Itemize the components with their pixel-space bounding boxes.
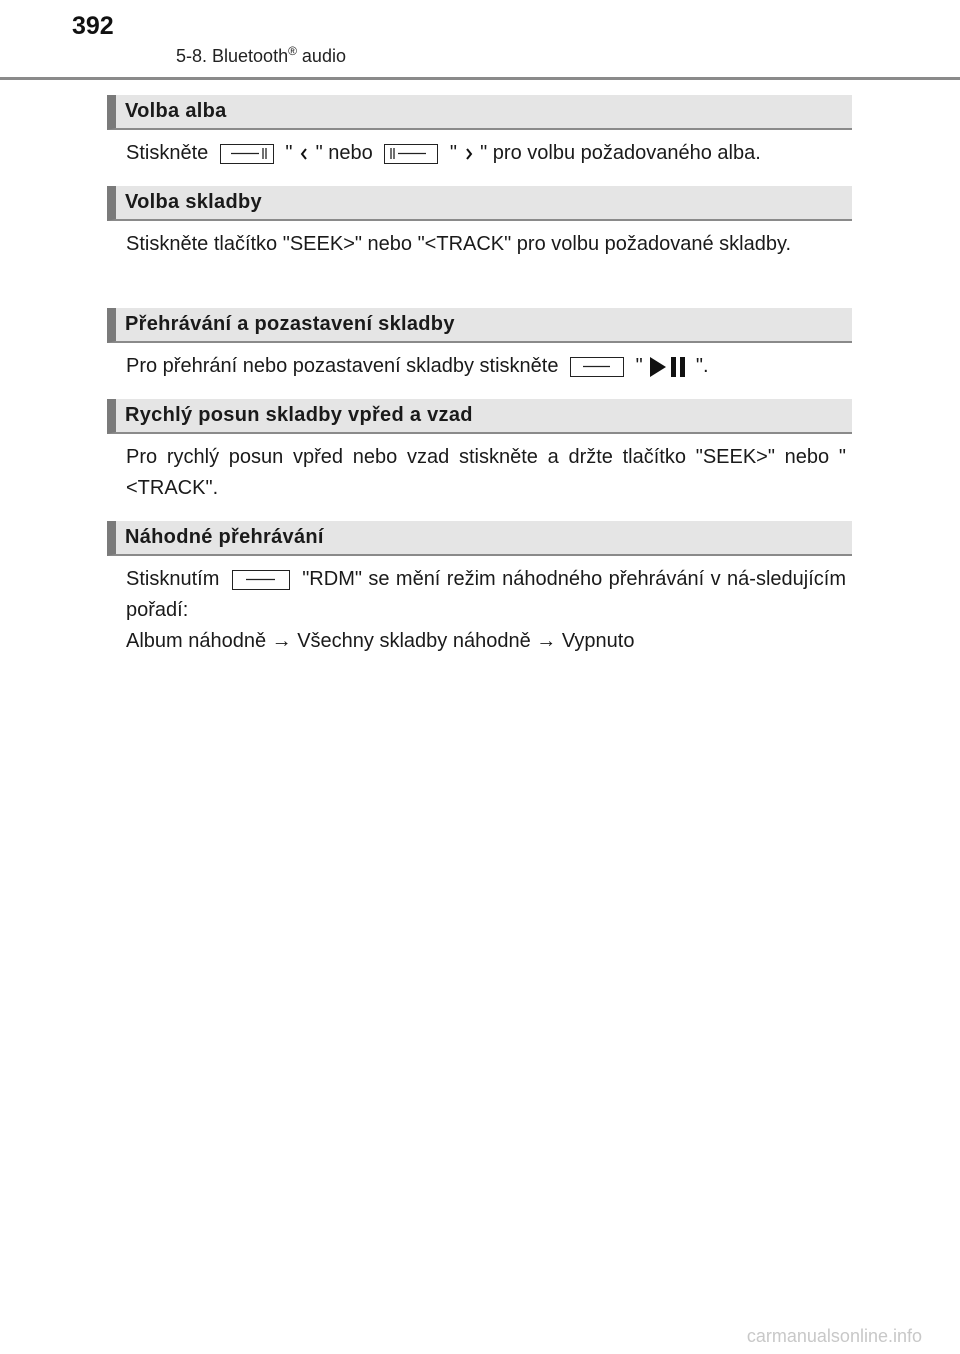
- watermark: carmanualsonline.info: [746, 1326, 922, 1346]
- text-fragment: Stisknutím: [126, 568, 220, 590]
- registered-mark: ®: [288, 44, 297, 58]
- page-header: [0, 0, 960, 80]
- text-fragment: "RDM" se mění režim náhodného přehrávání v ná-sledujícím pořadí:: [126, 568, 846, 621]
- section-heading-album: [107, 95, 852, 130]
- section-title: Přehrávání a pozastavení skladby: [125, 313, 455, 335]
- text-fragment: " nebo: [315, 142, 373, 164]
- section-heading-play-pause: [107, 308, 852, 343]
- paragraph-track: Stiskněte tlačítko "SEEK>" nebo "<TRACK" pro volbu požadované skladby.: [126, 233, 792, 255]
- button-outline-icon: [220, 144, 274, 164]
- section-heading-fast-seek: [107, 399, 852, 434]
- header-rule: [0, 77, 960, 80]
- chapter-title-suffix: audio: [296, 46, 346, 66]
- section-heading-track: [107, 186, 852, 221]
- paragraph-random: [126, 564, 846, 657]
- chapter-title: [176, 44, 346, 67]
- play-pause-icon: [648, 355, 690, 379]
- paragraph-fast-seek: Pro rychlý posun vpřed nebo vzad stiskněte a držte tlačítko "SEEK>" nebo "<TRACK".: [126, 446, 846, 499]
- quote-open: ": [635, 355, 643, 377]
- button-outline-icon: [384, 144, 438, 164]
- quote-open: ": [449, 142, 458, 164]
- text-fragment: Pro přehrání nebo pozastavení skladby stiskněte: [126, 355, 559, 377]
- section-title: Náhodné přehrávání: [125, 526, 324, 548]
- section-title: Rychlý posun skladby vpřed a vzad: [125, 404, 473, 426]
- section-title: Volba alba: [125, 100, 227, 122]
- button-outline-icon: [570, 357, 624, 377]
- button-outline-icon: [232, 570, 290, 590]
- left-chevron-icon: [298, 146, 310, 162]
- page-number: 392: [72, 12, 114, 40]
- paragraph-album: [126, 138, 856, 169]
- text-fragment: Stiskněte: [126, 142, 209, 164]
- random-order-line: Album náhodně → Všechny skladby náhodně → Vypnuto: [126, 630, 635, 652]
- quote-open: ": [285, 142, 293, 164]
- section-title: Volba skladby: [125, 191, 262, 213]
- text-fragment: " pro volbu požadovaného alba.: [480, 142, 761, 164]
- paragraph-play-pause: [126, 351, 846, 382]
- chapter-title-text: 5-8. Bluetooth: [176, 46, 289, 66]
- text-fragment: ".: [695, 355, 709, 377]
- section-heading-random: [107, 521, 852, 556]
- right-chevron-icon: [463, 146, 475, 162]
